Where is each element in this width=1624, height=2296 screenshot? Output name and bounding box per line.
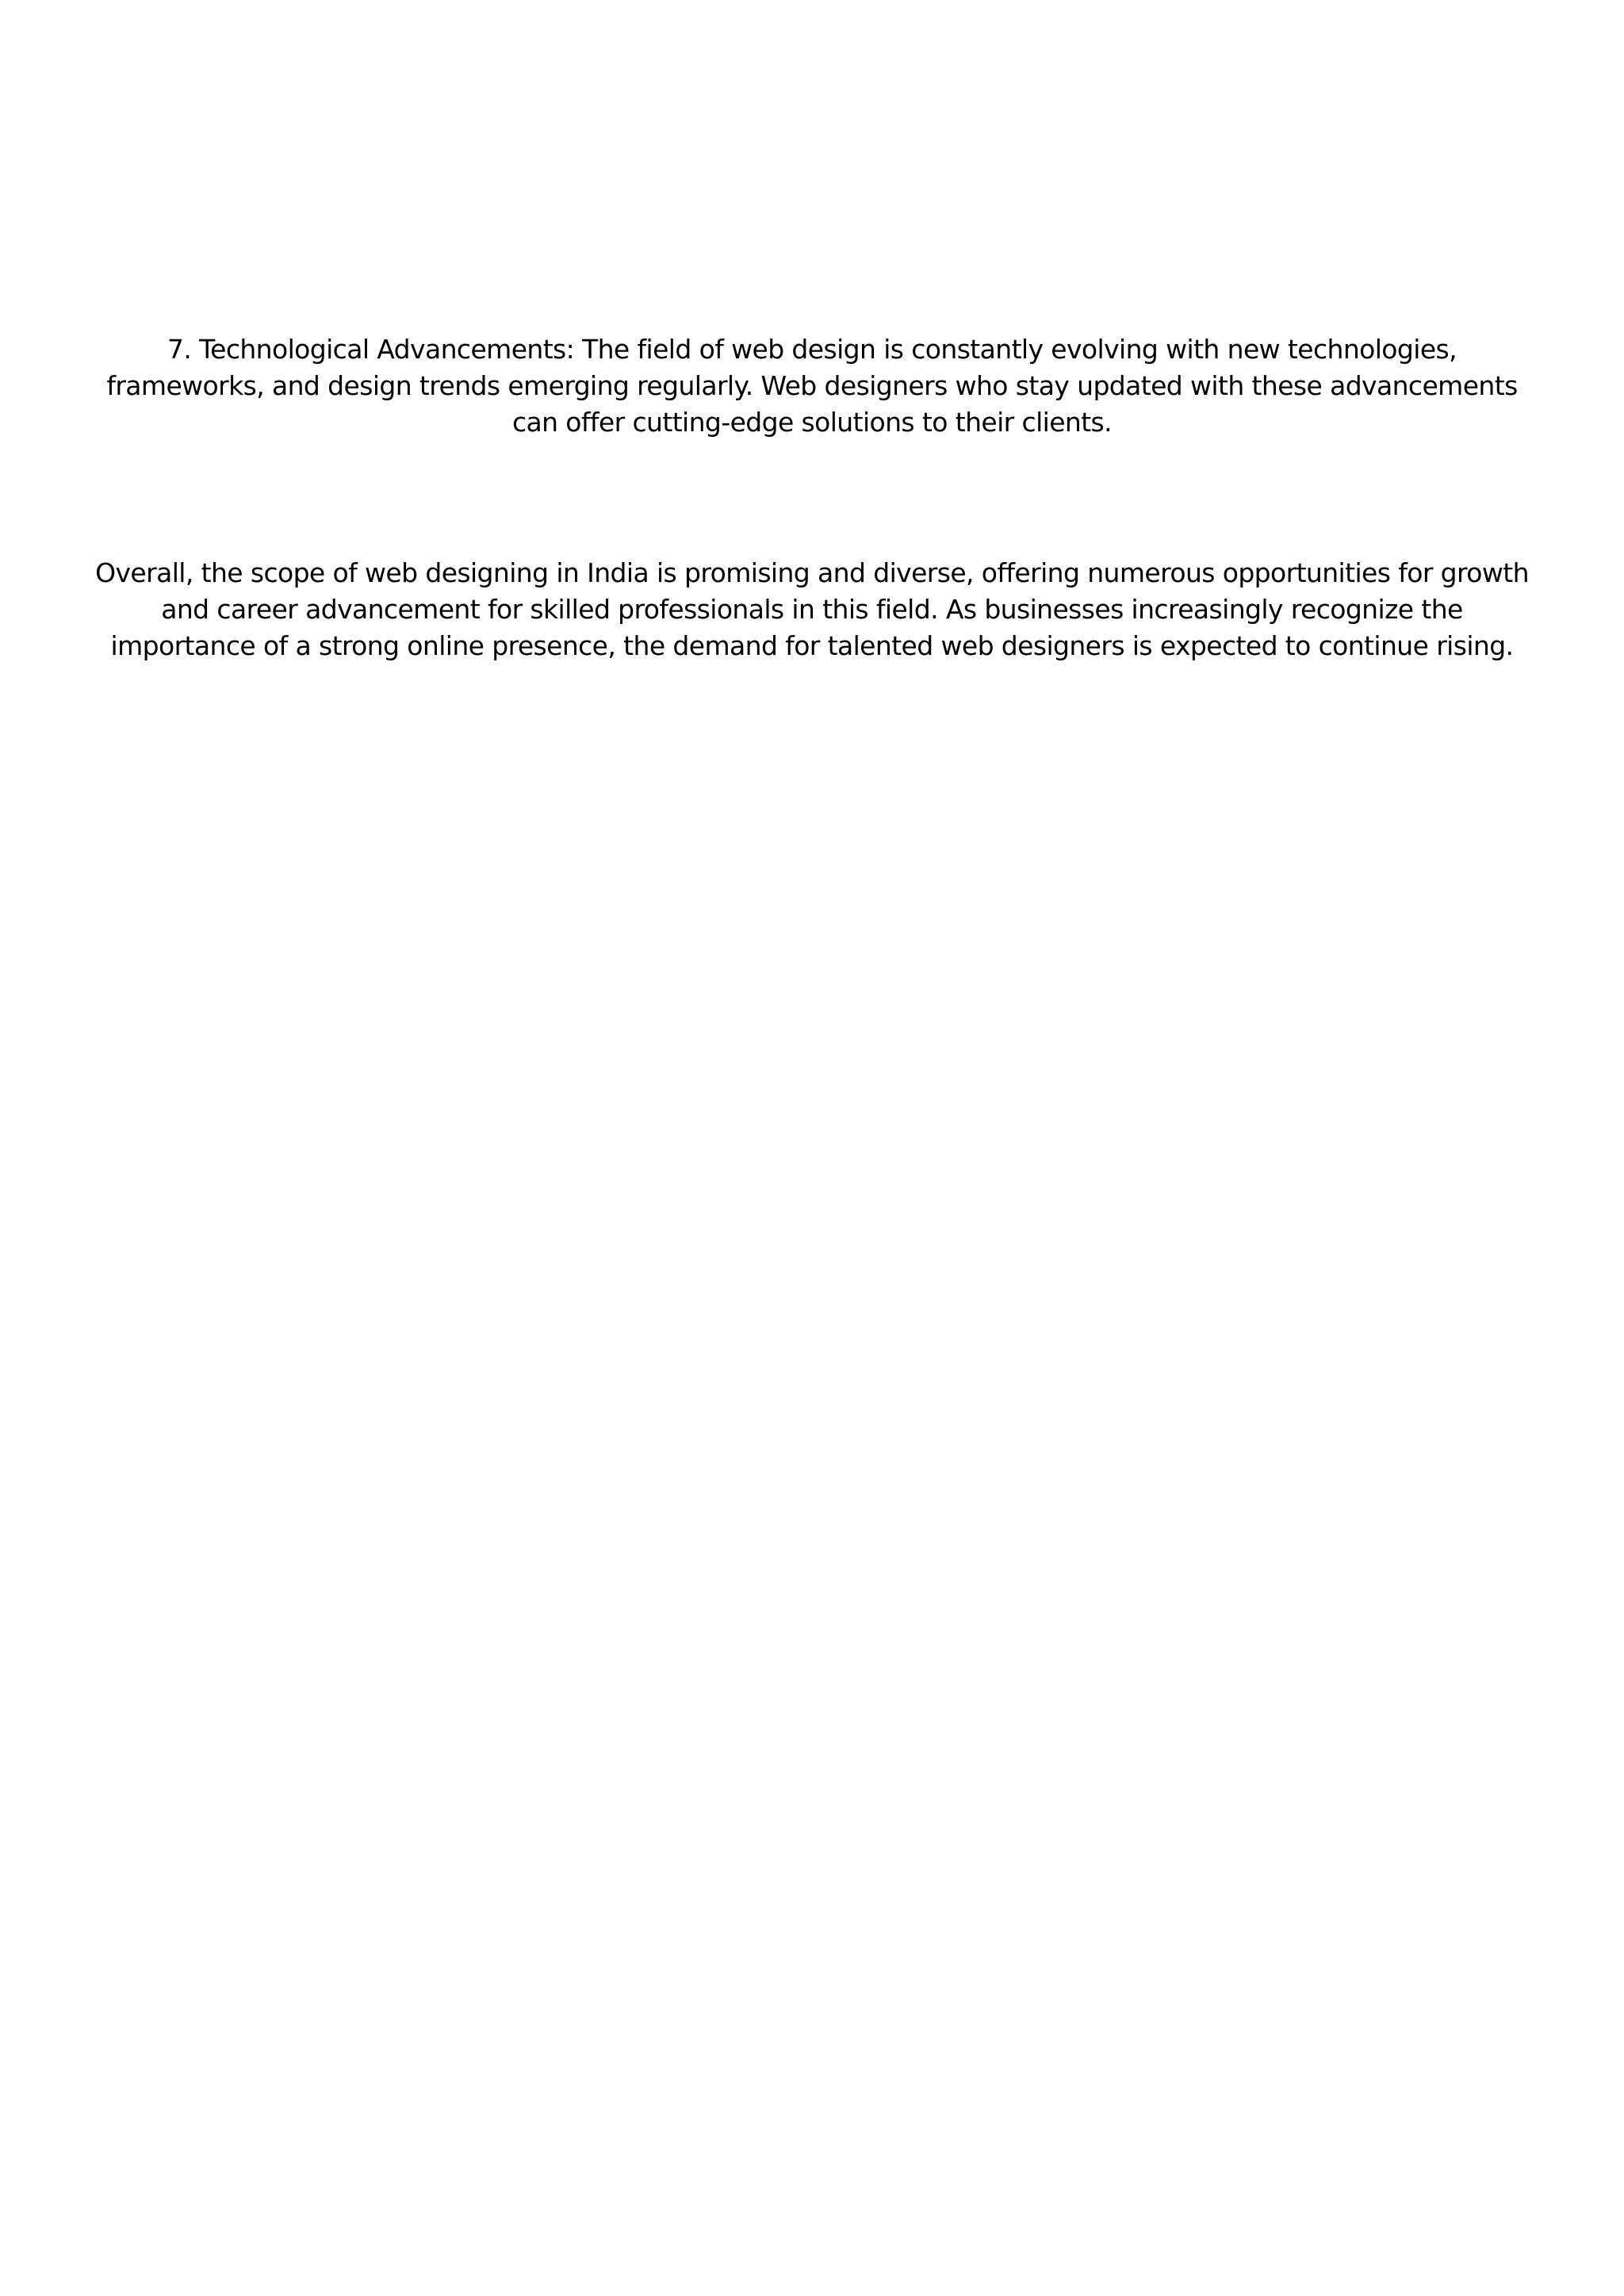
- paragraph-technological-advancements: 7. Technological Advancements: The field of web design is constantly evolving with new technologies, frameworks, and design trends emerging regularly. Web designers who stay updated with these advancements can offer cutting-edge solutions to their clients.: [106, 334, 1518, 438]
- paragraph-overall-scope: Overall, the scope of web designing in India is promising and diverse, offering numerous opportunities for growth and career advancement for skilled professionals in this field. As businesses increasingly recognize the importance of a strong online presence, the demand for talented web designers is expected to continue rising.: [95, 557, 1529, 661]
